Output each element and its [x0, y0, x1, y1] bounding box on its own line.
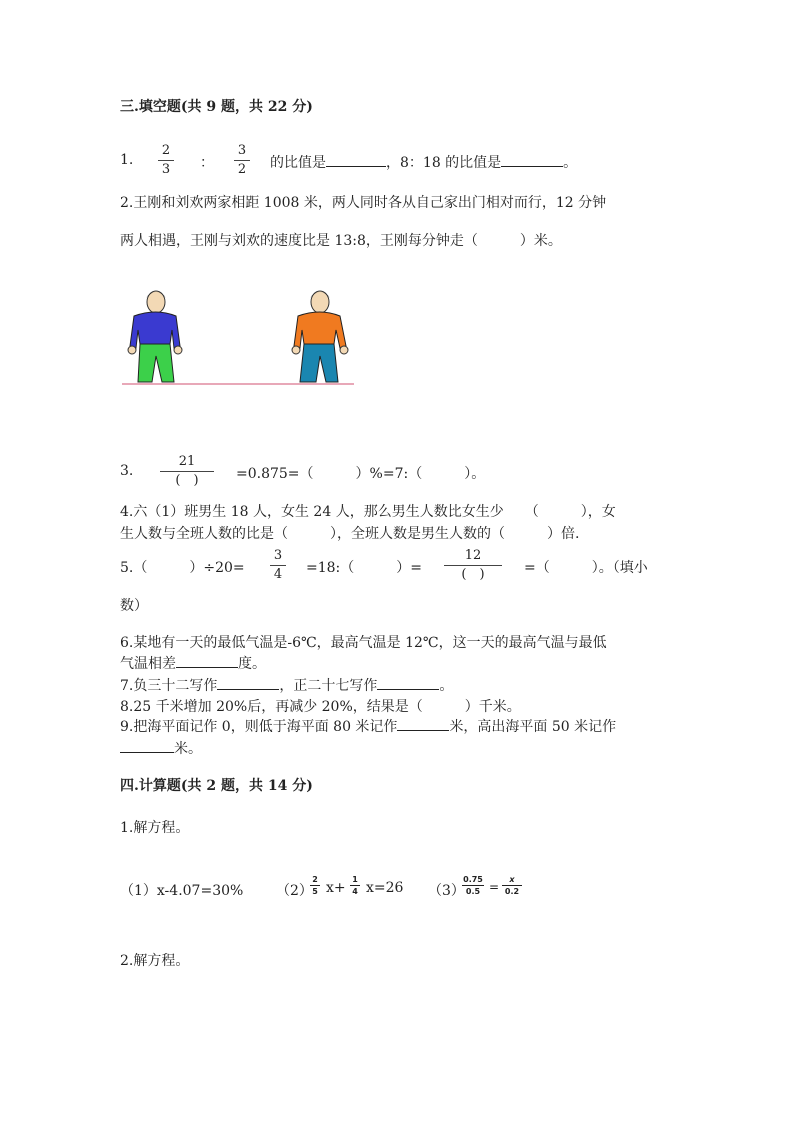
eq2-f2-den: 4	[352, 887, 358, 896]
q1-frac1-num: 2	[161, 143, 171, 158]
eq2-fraction-1	[310, 875, 320, 896]
eq3-fraction-1	[462, 875, 484, 896]
s4-q2-title: 2.解方程。	[120, 953, 190, 969]
q9-line1	[120, 716, 616, 736]
q1-colon: ：	[200, 155, 214, 171]
q5-suffix: =（ ）。（填小	[524, 560, 648, 576]
equation-2-suffix: x=26	[366, 880, 404, 896]
q1-text-b: ，8：18 的比值是	[386, 155, 502, 171]
q3-number: 3.	[120, 463, 134, 479]
answer-blank[interactable]	[397, 718, 449, 731]
q6-line1: 6.某地有一天的最低气温是-6℃，最高气温是 12℃，这一天的最高气温与最低	[120, 635, 607, 651]
q6-line2-b: 度。	[238, 656, 266, 672]
q5-frac2-den: ( )	[461, 567, 485, 582]
q7-text-b: ，正二十七写作	[279, 678, 378, 694]
q5-frac1-num: 3	[273, 548, 283, 563]
q1-fraction-1	[158, 143, 174, 178]
q3-fraction	[160, 454, 214, 489]
q7-text-c: 。	[439, 678, 454, 694]
q3-frac-num: 21	[178, 454, 196, 469]
answer-blank[interactable]	[501, 154, 563, 167]
equation-3-prefix: （3）	[428, 883, 465, 899]
q6-line2	[120, 653, 266, 673]
q2-line1: 2.王刚和刘欢两家相距 1008 米，两人同时各从自己家出门相对而行，12 分钟	[120, 195, 607, 211]
q9-line2	[120, 738, 202, 758]
q5-frac1-den: 4	[273, 567, 283, 582]
eq3-f2-num: x	[509, 875, 515, 884]
eq3-fraction-2	[502, 875, 522, 896]
q3-frac-den: ( )	[175, 473, 199, 488]
fraction-bar	[310, 885, 320, 886]
q9-text-b: 米，高出海平面 50 米记作	[449, 719, 617, 735]
person-blue-icon	[128, 291, 182, 382]
answer-blank[interactable]	[326, 154, 386, 167]
q5-line2: 数）	[120, 598, 148, 614]
q1-frac2-num: 3	[237, 143, 247, 158]
eq3-f1-num: 0.75	[463, 875, 483, 884]
answer-blank[interactable]	[217, 677, 279, 690]
person-orange-icon	[292, 291, 348, 382]
q1-text-a: 的比值是	[270, 155, 326, 171]
q3-text: =0.875=（ ）%=7:（ ）。	[236, 466, 486, 482]
q1-fraction-2	[234, 143, 250, 178]
q1-text-c: 。	[563, 155, 578, 171]
eq2-f2-num: 1	[352, 875, 358, 884]
eq2-f1-den: 5	[312, 887, 318, 896]
q1-text	[270, 152, 577, 172]
fraction-bar	[350, 885, 360, 886]
q4-line2: 生人数与全班人数的比是（ ），全班人数是男生人数的（ ）倍.	[120, 526, 580, 542]
answer-blank[interactable]	[176, 655, 238, 668]
q4-line1: 4.六（1）班男生 18 人，女生 24 人，那么男生人数比女生少 （ ），女	[120, 504, 616, 520]
q9-text-a: 9.把海平面记作 0，则低于海平面 80 米记作	[120, 719, 398, 735]
answer-blank[interactable]	[120, 740, 174, 753]
fraction-bar	[444, 565, 502, 566]
fraction-bar	[158, 160, 174, 161]
walking-people-illustration	[118, 286, 358, 390]
equation-2-mid: x+	[326, 880, 346, 896]
eq3-f2-den: 0.2	[504, 887, 520, 896]
q5-fraction-1	[270, 548, 286, 583]
equation-1: （1）x-4.07=30%	[120, 883, 244, 899]
q2-line2: 两人相遇，王刚与刘欢的速度比是 13:8，王刚每分钟走（ ）米。	[120, 233, 562, 249]
q1-frac2-den: 2	[237, 162, 247, 177]
fraction-bar	[234, 160, 250, 161]
q5-mid: =18:（ ）=	[306, 560, 422, 576]
s4-q1-title: 1.解方程。	[120, 820, 190, 836]
eq3-equals: =	[489, 880, 500, 894]
q5-prefix: 5.（ ）÷20=	[120, 560, 245, 576]
section4-title: 四.计算题(共 2 题，共 14 分)	[120, 778, 313, 794]
q5-frac2-num: 12	[464, 548, 482, 563]
section3-title: 三.填空题(共 9 题，共 22 分)	[120, 99, 313, 115]
q7-text-a: 7.负三十二写作	[120, 678, 218, 694]
answer-blank[interactable]	[377, 677, 439, 690]
fraction-bar	[502, 885, 522, 886]
fraction-bar	[462, 885, 484, 886]
q7-line	[120, 675, 453, 695]
fraction-bar	[160, 471, 214, 472]
q5-fraction-2	[444, 548, 502, 583]
eq3-f1-den: 0.5	[465, 887, 481, 896]
eq2-fraction-2	[350, 875, 360, 896]
equation-2-prefix: （2）	[276, 883, 313, 899]
eq2-f1-num: 2	[312, 875, 318, 884]
fraction-bar	[270, 565, 286, 566]
q6-line2-a: 气温相差	[120, 656, 176, 672]
q9-text-c: 米。	[174, 741, 202, 757]
q1-number: 1.	[120, 152, 134, 168]
q8-line: 8.25 千米增加 20%后，再减少 20%，结果是（ ）千米。	[120, 699, 521, 715]
q1-frac1-den: 3	[161, 162, 171, 177]
